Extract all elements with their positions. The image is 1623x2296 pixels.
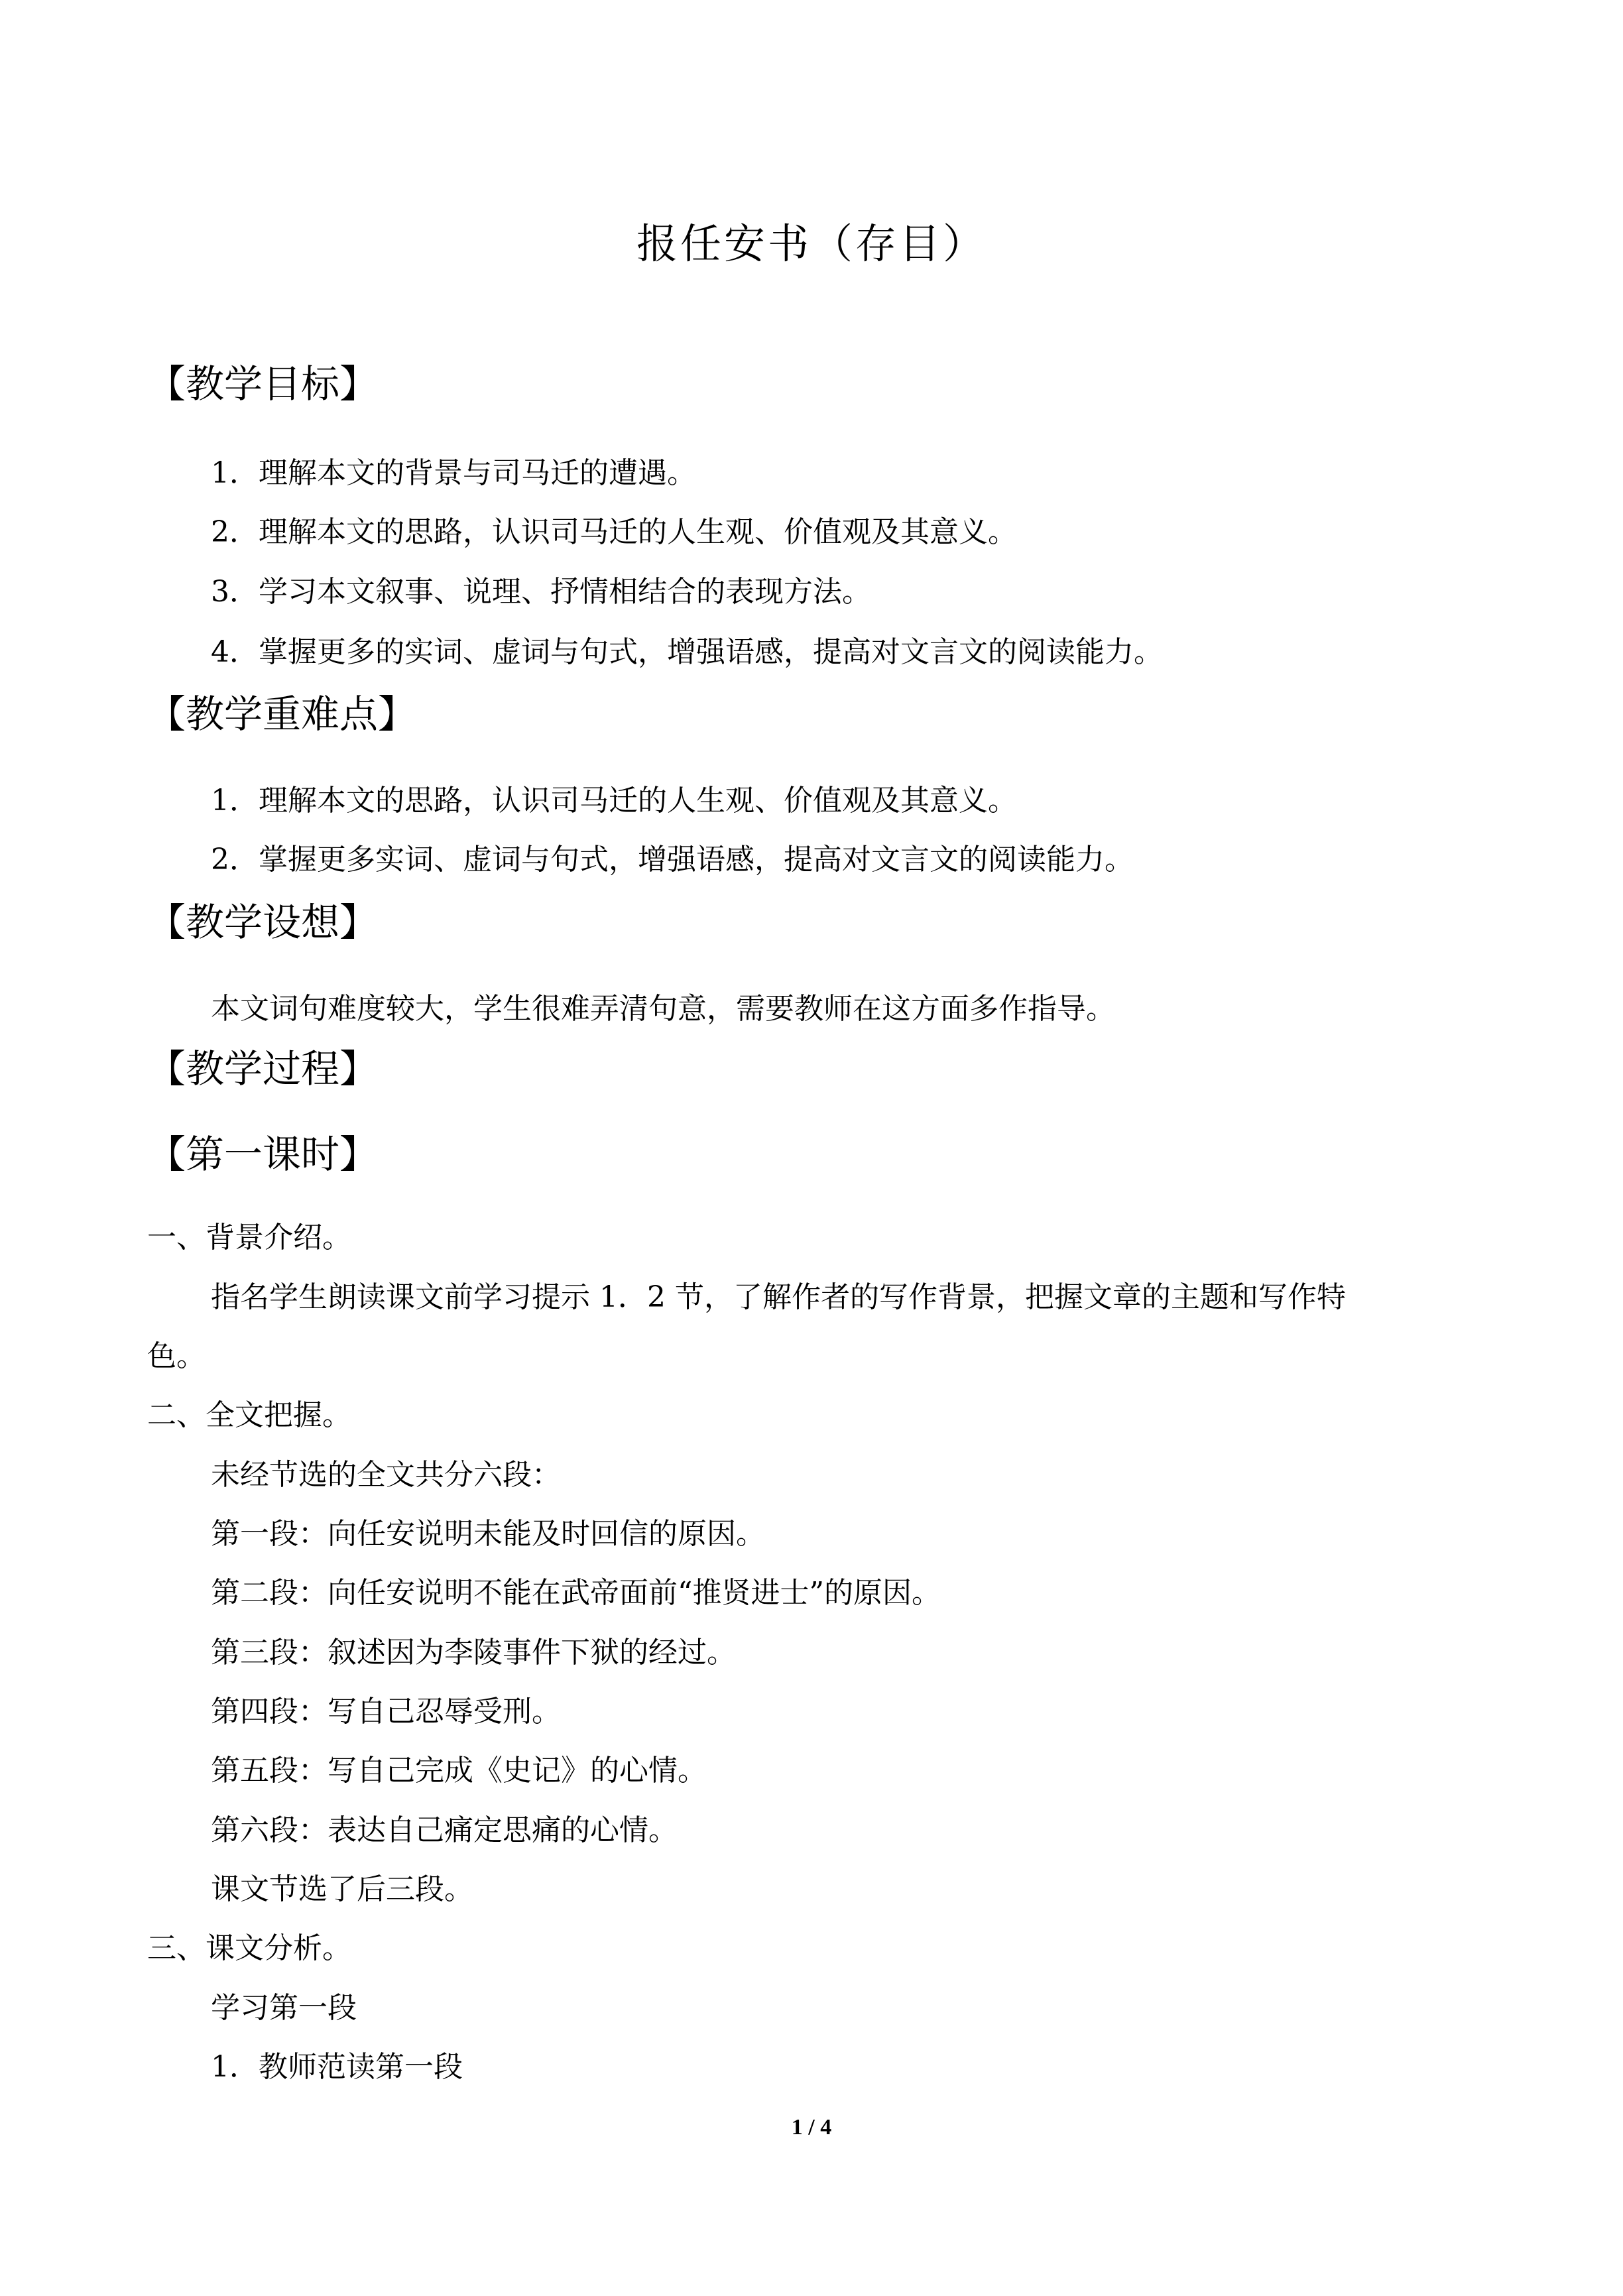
part-2-title: 二、全文把握。 bbox=[147, 1398, 351, 1432]
paragraph-summary-6: 第六段：表达自己痛定思痛的心情。 bbox=[211, 1813, 678, 1847]
paragraph-summary-4: 第四段：写自己忍辱受刑。 bbox=[211, 1695, 561, 1728]
goal-item-4: 4．掌握更多的实词、虚词与句式，增强语感，提高对文言文的阅读能力。 bbox=[211, 635, 1163, 669]
heading-teaching-goals: 【教学目标】 bbox=[147, 361, 379, 406]
heading-key-points: 【教学重难点】 bbox=[147, 692, 417, 737]
heading-teaching-process: 【教学过程】 bbox=[147, 1046, 379, 1091]
part-1-title: 一、背景介绍。 bbox=[147, 1221, 351, 1254]
key-point-item-1: 1．理解本文的思路，认识司马迁的人生观、价值观及其意义。 bbox=[211, 784, 1017, 817]
part-3-step-1: 1．教师范读第一段 bbox=[211, 2050, 463, 2084]
part-3-subtitle: 学习第一段 bbox=[211, 1991, 357, 2025]
key-point-item-2: 2．掌握更多实词、虚词与句式，增强语感，提高对文言文的阅读能力。 bbox=[211, 843, 1134, 876]
goal-item-2: 2．理解本文的思路，认识司马迁的人生观、价值观及其意义。 bbox=[211, 515, 1017, 549]
part-2-note: 课文节选了后三段。 bbox=[211, 1872, 473, 1906]
document-title: 报任安书（存目） bbox=[636, 219, 987, 268]
goal-item-3: 3．学习本文叙事、说理、抒情相结合的表现方法。 bbox=[211, 575, 871, 609]
paragraph-summary-2: 第二段：向任安说明不能在武帝面前“推贤进士”的原因。 bbox=[211, 1576, 941, 1610]
paragraph-summary-1: 第一段：向任安说明未能及时回信的原因。 bbox=[211, 1517, 765, 1551]
part-3-title: 三、课文分析。 bbox=[147, 1931, 351, 1965]
paragraph-summary-5: 第五段：写自己完成《史记》的心情。 bbox=[211, 1754, 707, 1787]
concept-text: 本文词句难度较大，学生很难弄清句意，需要教师在这方面多作指导。 bbox=[211, 992, 1115, 1026]
part-2-intro: 未经节选的全文共分六段： bbox=[211, 1458, 561, 1492]
part-1-text-line-2: 色。 bbox=[147, 1339, 206, 1373]
part-1-text-line-1: 指名学生朗读课文前学习提示 1．2 节，了解作者的写作背景，把握文章的主题和写作特 bbox=[211, 1280, 1346, 1314]
heading-lesson-1: 【第一课时】 bbox=[147, 1132, 379, 1177]
goal-item-1: 1．理解本文的背景与司马迁的遭遇。 bbox=[211, 456, 696, 490]
heading-teaching-concept: 【教学设想】 bbox=[147, 900, 379, 945]
page-number: 1 / 4 bbox=[791, 2115, 832, 2140]
paragraph-summary-3: 第三段：叙述因为李陵事件下狱的经过。 bbox=[211, 1636, 736, 1669]
